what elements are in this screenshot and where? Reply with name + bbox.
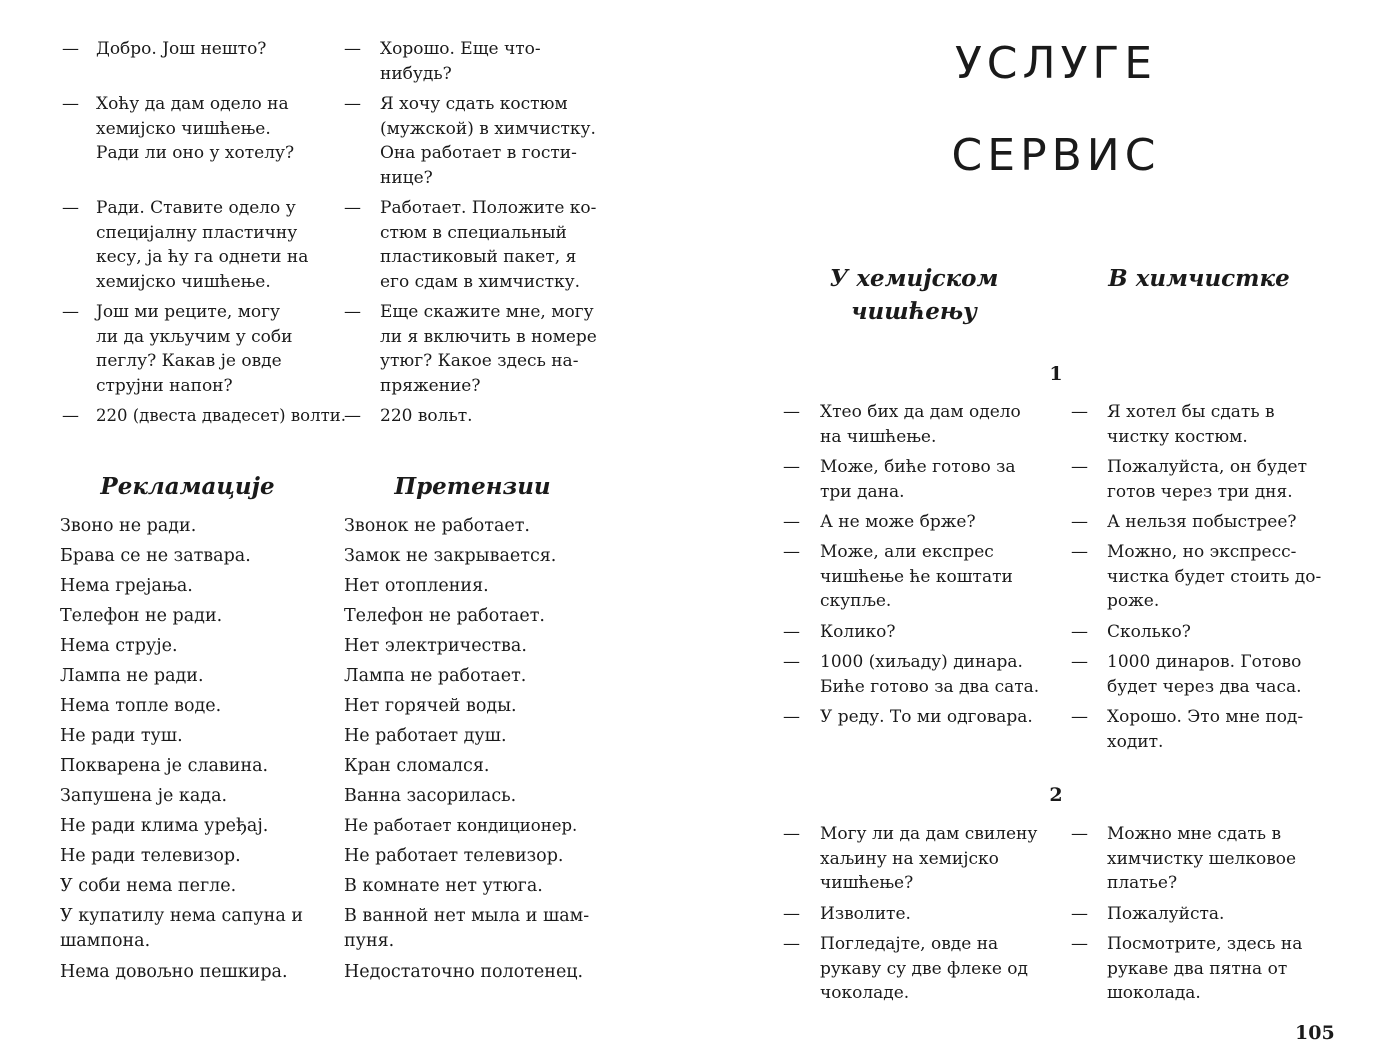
serbian-line: Ради. Ставите одело у специјалну пластичну кесу, ја ћу га однети на хемијско чишћење. [96, 198, 309, 292]
complaint-sr: Телефон не ради. [60, 606, 223, 626]
dash: — [62, 39, 79, 59]
complaint-ru: В ванной нет мыла и шам- пуня. [344, 906, 590, 951]
dash: — [1071, 934, 1088, 954]
serbian-line: Још ми реците, могу ли да укључим у соби пеглу? Какав је овде струјни напон? [96, 302, 293, 396]
section-number: 1 [1049, 363, 1063, 385]
complaint-sr: У купатилу нема сапуна и шампона. [60, 906, 304, 951]
complaint-sr: У соби нема пегле. [60, 876, 237, 896]
dash: — [344, 94, 361, 114]
dialogue-row [0, 92, 699, 192]
complaint-ru: Не работает телевизор. [344, 846, 564, 866]
dash: — [1071, 512, 1088, 532]
complaint-ru: Нет горячей воды. [344, 696, 517, 716]
complaint-ru: Лампа не работает. [344, 666, 527, 686]
russian-line: Хорошо. Это мне под- ходит. [1107, 707, 1304, 752]
dash: — [1071, 707, 1088, 727]
serbian-line: Колико? [820, 622, 896, 642]
dialogue-row [0, 196, 699, 296]
complaint-ru: Ванна засорилась. [344, 786, 517, 806]
dash: — [344, 198, 361, 218]
dash: — [1071, 622, 1088, 642]
russian-line: Можно, но экспресс- чистка будет стоить до- роже. [1107, 542, 1322, 611]
complaint-sr: Звоно не ради. [60, 516, 197, 536]
complaint-ru: Нет отопления. [344, 576, 489, 596]
section-heading-ru: В химчистке [1108, 265, 1290, 292]
dash: — [62, 406, 79, 426]
dash: — [783, 622, 800, 642]
russian-line: Посмотрите, здесь на рукаве два пятна от шоколада. [1107, 934, 1303, 1003]
complaint-ru: Не работает душ. [344, 726, 507, 746]
complaint-sr: Нема довољно пешкира. [60, 962, 288, 982]
dash: — [783, 707, 800, 727]
dash: — [783, 512, 800, 532]
serbian-line: Може, али експрес чишћење ће коштати скупље. [820, 542, 1013, 611]
complaint-ru: Кран сломался. [344, 756, 490, 776]
dialogue-row [0, 404, 699, 430]
dash: — [783, 824, 800, 844]
dialogue-row [0, 37, 699, 87]
right-page [699, 0, 1398, 1045]
serbian-line: Погледајте, овде на рукаву су две флеке од чоколаде. [820, 934, 1029, 1003]
complaint-ru: Не работает кондиционер. [344, 816, 578, 835]
dash: — [62, 198, 79, 218]
complaint-ru: В комнате нет утюга. [344, 876, 543, 896]
complaint-sr: Лампа не ради. [60, 666, 204, 686]
russian-line: Еще скажите мне, могу ли я включить в номере утюг? Какое здесь на- пряжение? [380, 302, 597, 396]
russian-line: Пожалуйста, он будет готов через три дня. [1107, 457, 1307, 502]
complaint-ru: Недостаточно полотенец. [344, 962, 584, 982]
dialogue-row [0, 300, 699, 400]
serbian-line: А не може брже? [820, 512, 976, 532]
dash: — [1071, 904, 1088, 924]
dash: — [344, 39, 361, 59]
complaint-ru: Замок не закрывается. [344, 546, 557, 566]
dash: — [62, 94, 79, 114]
serbian-line: 1000 (хиљаду) динара. Биће готово за два сата. [820, 652, 1040, 697]
dash: — [1071, 824, 1088, 844]
serbian-line: Хоћу да дам одело на хемијско чишћење. Ради ли оно у хотелу? [96, 94, 295, 163]
complaint-sr: Не ради туш. [60, 726, 183, 746]
complaints-heading-ru: Претензии [394, 473, 551, 500]
serbian-line: Може, биће готово за три дана. [820, 457, 1016, 502]
complaint-sr: Запушена је када. [60, 786, 228, 806]
russian-line: Я хочу сдать костюм (мужской) в химчистку. Она работает в гости- нице? [380, 94, 596, 188]
serbian-line: Могу ли да дам свилену хаљину на хемијско чишћење? [820, 824, 1038, 893]
russian-line: 1000 динаров. Готово будет через два часа. [1107, 652, 1302, 697]
complaint-sr: Нема топле воде. [60, 696, 222, 716]
russian-line: Хорошо. Еще что- нибудь? [380, 39, 541, 84]
serbian-line: Изволите. [820, 904, 911, 924]
serbian-line: 220 (двеста двадесет) волти. [96, 406, 346, 425]
russian-line: А нельзя побыстрее? [1107, 512, 1297, 532]
complaint-sr: Не ради телевизор. [60, 846, 241, 866]
complaints-heading-sr: Рекламације [100, 473, 275, 500]
dash: — [1071, 402, 1088, 422]
serbian-line: У реду. То ми одговара. [820, 707, 1033, 727]
russian-line: 220 вольт. [380, 406, 473, 426]
serbian-line: Добро. Још нешто? [96, 39, 267, 59]
complaint-ru: Нет электричества. [344, 636, 527, 656]
dash: — [1071, 652, 1088, 672]
serbian-line: Хтео бих да дам одело на чишћење. [820, 402, 1021, 447]
complaint-sr: Нема струје. [60, 636, 178, 656]
dash: — [783, 904, 800, 924]
russian-line: Можно мне сдать в химчистку шелковое платье? [1107, 824, 1297, 893]
page-number: 105 [1295, 1022, 1335, 1044]
dash: — [344, 406, 361, 426]
dash: — [344, 302, 361, 322]
complaint-sr: Не ради клима уређај. [60, 816, 269, 836]
russian-line: Я хотел бы сдать в чистку костюм. [1107, 402, 1275, 447]
complaint-ru: Телефон не работает. [344, 606, 545, 626]
section-number: 2 [1049, 784, 1063, 806]
complaint-sr: Нема грејања. [60, 576, 193, 596]
russian-line: Пожалуйста. [1107, 904, 1225, 924]
dash: — [783, 934, 800, 954]
dash: — [1071, 457, 1088, 477]
title-serbian: УСЛУГЕ [954, 38, 1158, 89]
dash: — [783, 402, 800, 422]
complaint-sr: Брава се не затвара. [60, 546, 251, 566]
complaint-ru: Звонок не работает. [344, 516, 530, 536]
dash: — [783, 457, 800, 477]
dash: — [783, 652, 800, 672]
section-heading-sr: У хемијском чишћењу [829, 265, 999, 325]
title-russian: СЕРВИС [951, 130, 1161, 181]
russian-line: Сколько? [1107, 622, 1191, 642]
dash: — [1071, 542, 1088, 562]
dash: — [783, 542, 800, 562]
russian-line: Работает. Положите ко- стюм в специальный пластиковый пакет, я его сдам в химчистку. [380, 198, 597, 292]
complaint-sr: Покварена је славина. [60, 756, 269, 776]
dash: — [62, 302, 79, 322]
